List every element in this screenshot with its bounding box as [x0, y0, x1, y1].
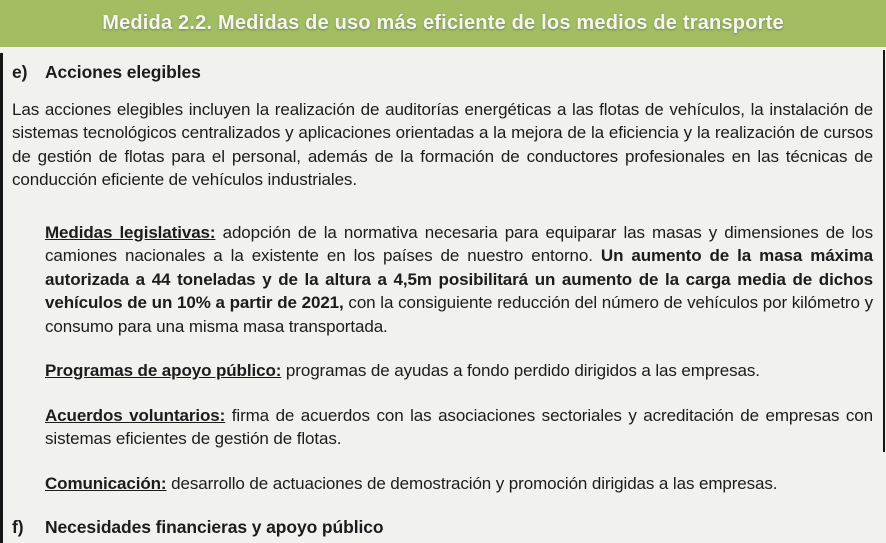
block-label-public-support: Programas de apoyo público:	[45, 361, 282, 380]
section-title-e: Acciones elegibles	[45, 62, 201, 82]
block-label-legislative: Medidas legislativas:	[45, 222, 216, 242]
block-text-public-support: programas de ayudas a fondo perdido dirigidos a las empresas.	[281, 361, 760, 380]
block-text-legislative-post: con la consiguiente reducción del número de vehículos por kilómetro y consumo para una misma masa transportada.	[45, 293, 873, 336]
legislative-measures-block	[45, 221, 873, 339]
public-support-block	[45, 359, 873, 383]
section-letter-e: e)	[12, 62, 28, 82]
section-letter-f: f)	[12, 517, 24, 537]
measure-title: Medida 2.2. Medidas de uso más eficiente de los medios de transporte	[102, 12, 784, 34]
block-text-legislative-bold: Un aumento de la masa máxima autorizada a 44 toneladas y de la altura a 4,5m posibilitará un aumento de la carga media de dichos vehículos de un 10% a partir de 2021,	[45, 246, 873, 312]
block-text-voluntary-agreements: firma de acuerdos con las asociaciones sectoriales y acreditación de empresas con sistemas eficientes de gestión de flotas.	[45, 405, 873, 448]
section-heading-e	[12, 61, 873, 85]
measure-header-bar	[0, 0, 886, 47]
block-label-voluntary-agreements: Acuerdos voluntarios:	[45, 405, 226, 425]
communication-block	[45, 472, 873, 496]
block-text-legislative-pre: adopción de la normativa necesaria para equiparar las masas y dimensiones de los camiones nacionales a la existente en los países de nuestro entorno.	[45, 222, 873, 265]
voluntary-agreements-block	[45, 404, 873, 451]
block-label-communication: Comunicación:	[45, 473, 167, 493]
section-title-f: Necesidades financieras y apoyo público	[45, 517, 384, 537]
section-heading-f	[12, 516, 873, 540]
document-content	[0, 47, 886, 540]
intro-paragraph: Las acciones elegibles incluyen la realización de auditorías energéticas a las flotas de vehículos, la instalación de sistemas tecnológicos centralizados y aplicaciones orientadas a la mejora de la eficiencia y la realización de cursos de gestión de flotas para el personal, además de la formación de conductores profesionales en las técnicas de conducción eficiente de vehículos industriales.	[12, 99, 873, 189]
block-text-communication: desarrollo de actuaciones de demostración y promoción dirigidas a las empresas.	[166, 473, 778, 493]
